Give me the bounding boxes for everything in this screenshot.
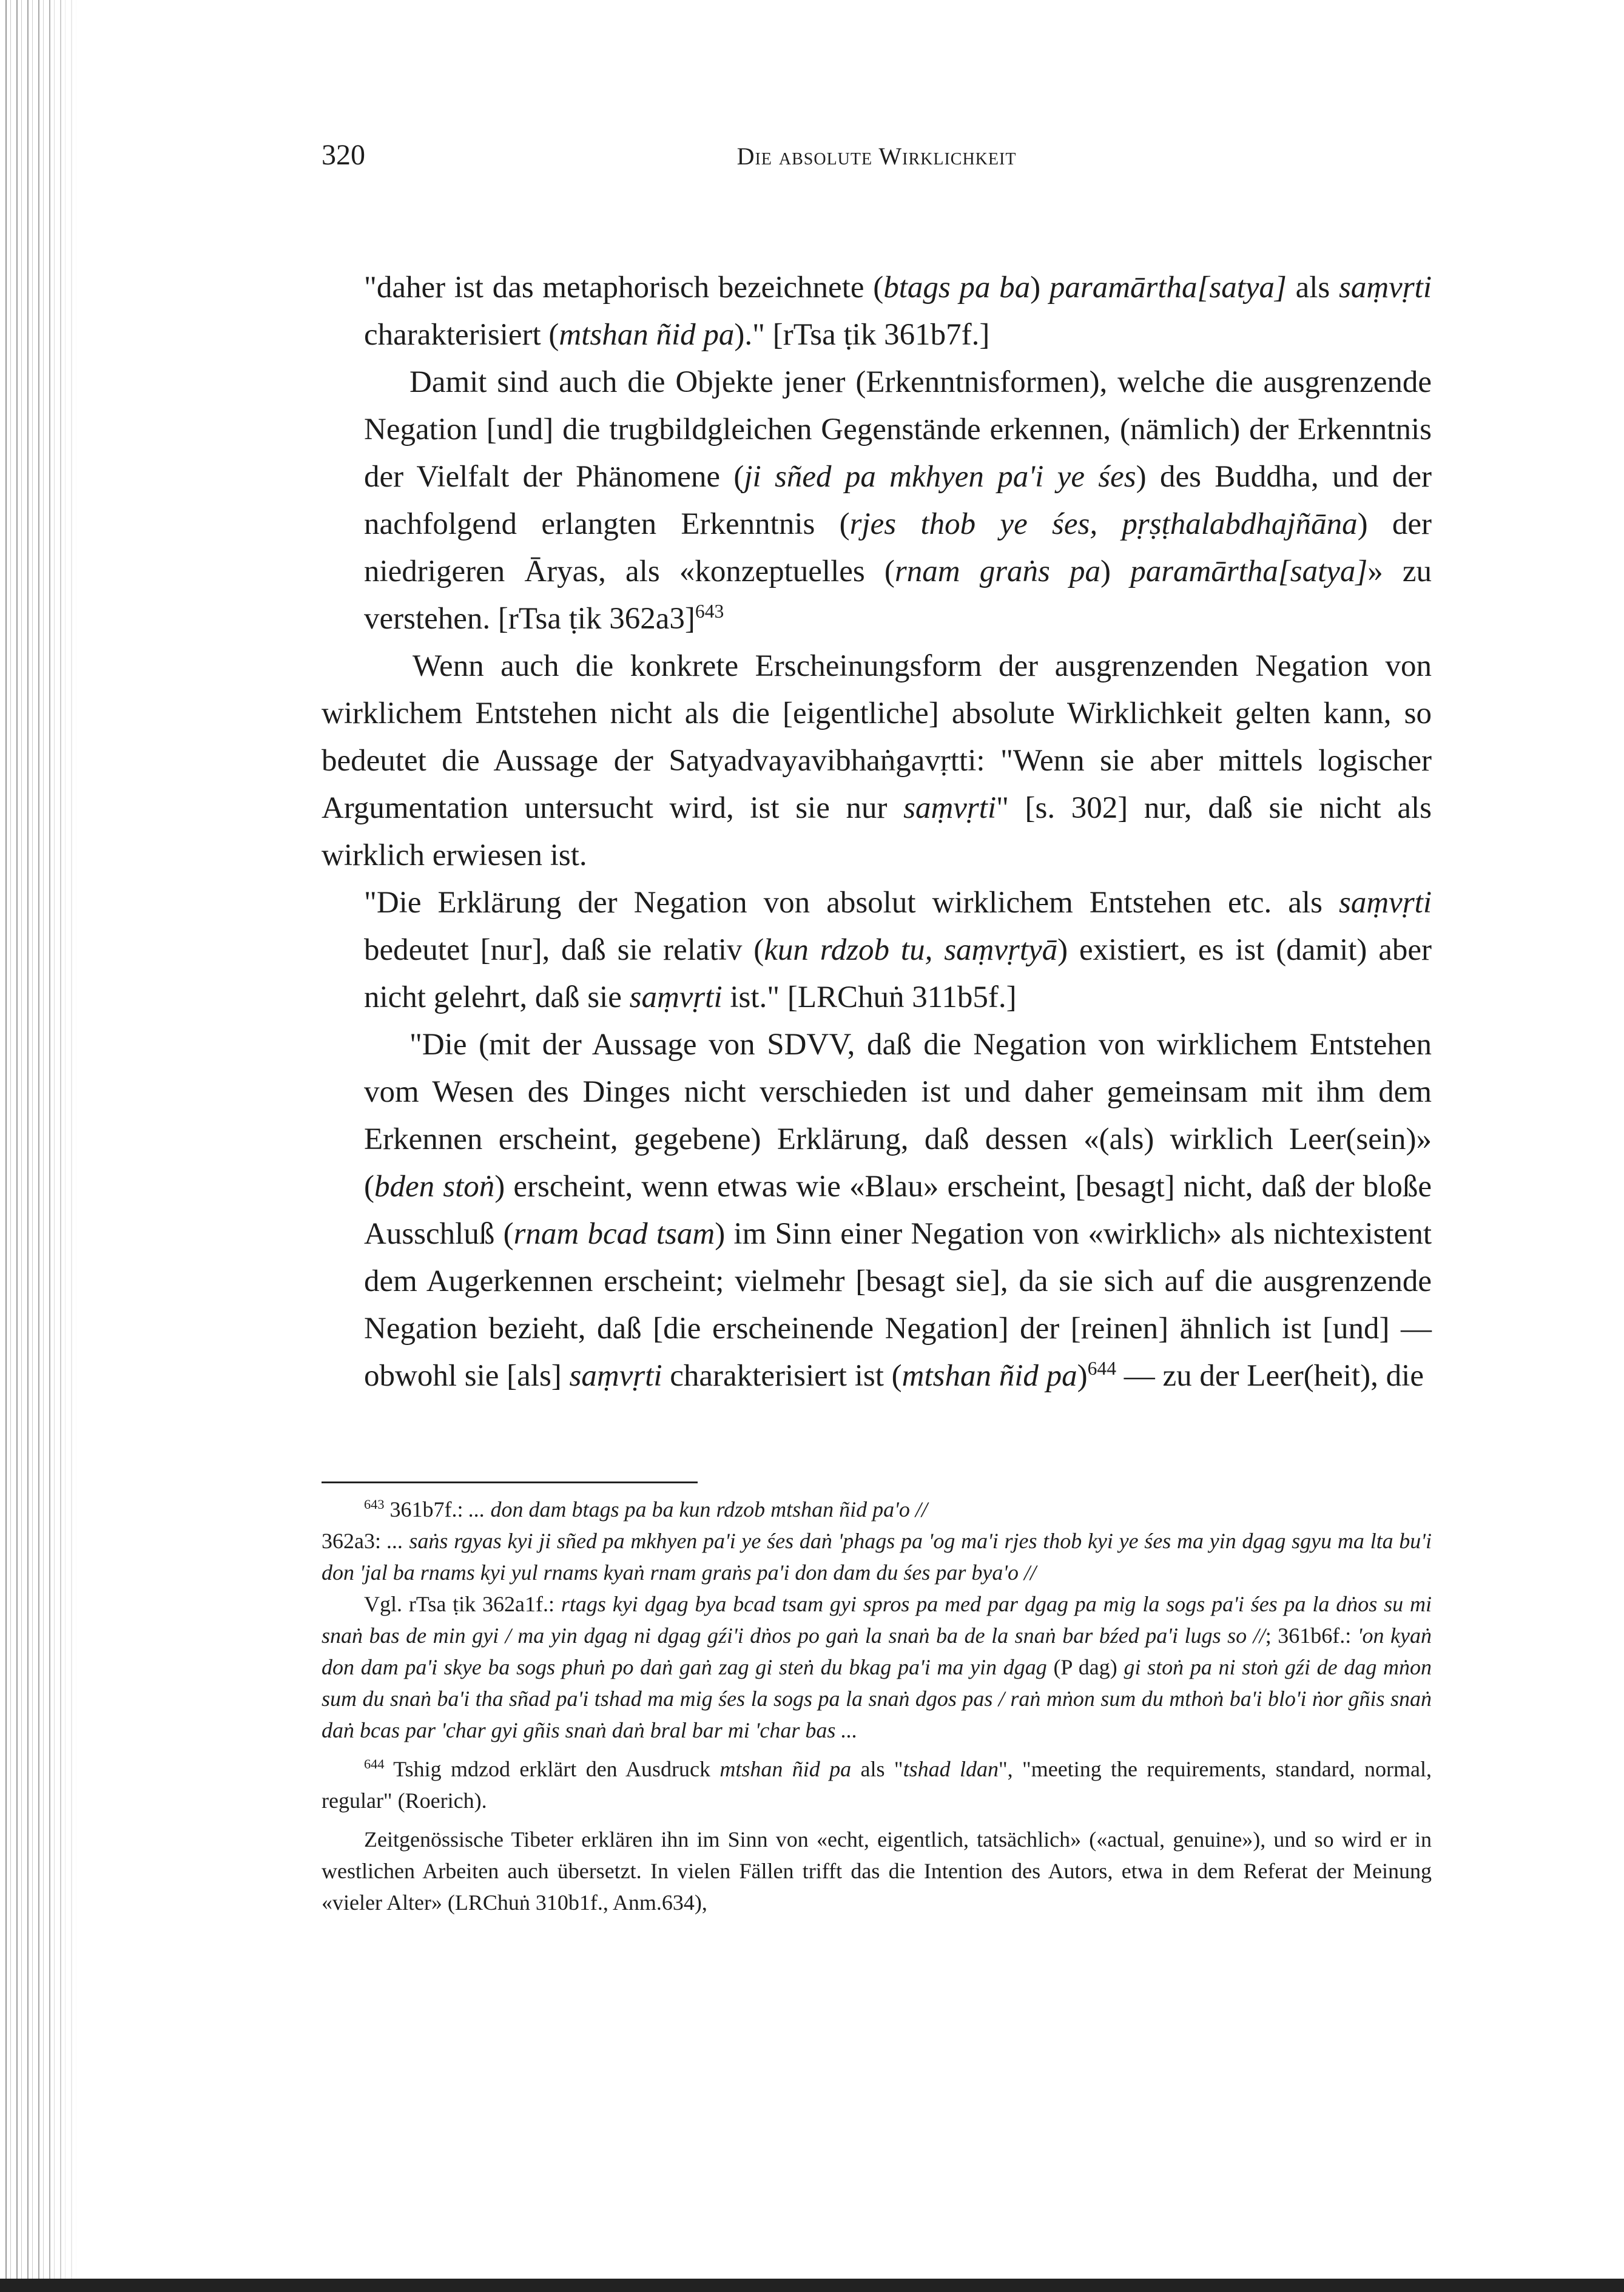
footnote-643-vgl: Vgl. rTsa ṭik 362a1f.: rtags kyi dgag bya bcad tsam gyi spros pa med par dgag pa mig la sogs pa'i śes pa la dṅos su mi snaṅ bas de min gyi / ma yin dgag ni dgag gźi'i dṅos po gaṅ la snaṅ ba de la snaṅ bar bźed pa'i lugs so //; 361b6f.: 'on kyaṅ don dam pa'i skye ba sogs phuṅ po daṅ gaṅ zag gi steṅ du bkag pa'i ma yin dgag (P dag) gi stoṅ pa ni stoṅ gźi de dag mṅon sum du snaṅ ba'i tha sñad pa'i tshad ma mig śes la sogs pa la snaṅ dgos pas / raṅ mṅon sum du mthoṅ ba'i blo'i ṅor gñis snaṅ daṅ bcas par 'char gyi gñis snaṅ daṅ bral bar mi 'char bas ... xyxy=(322,1592,1432,1742)
footnote-separator xyxy=(322,1481,698,1483)
footnote-ref-644: 644 xyxy=(1087,1358,1117,1379)
footnote-644-cont: Zeitgenössische Tibeter erklären ihn im Sinn von «echt, eigentlich, tatsächlich» («actual, genuine»), und so wird er in westlichen Arbeiten auch übersetzt. In vielen Fällen trifft das die Intention des Autors, etwa in dem Referat der Meinung «vieler Alter» (LRChuṅ 310b1f., Anm.634), xyxy=(322,1827,1432,1915)
footnote-643: $^{643}$ 361b7f.: ... don dam btags pa ba kun rdzob mtshan ñid pa'o // xyxy=(364,1497,928,1522)
paragraph-quote-1: "daher ist das metaphorisch bezeichnete (btags pa ba) paramārtha[satya] als saṃvṛti charakterisiert (mtshan ñid pa)." [rTsa ṭik 361b7f.] xyxy=(364,271,1432,352)
paragraph-quote-3: "Die Erklärung der Negation von absolut wirklichem Entstehen etc. als saṃvṛti bedeutet [nur], daß sie relativ (kun rdzob tu, saṃvṛtyā) existiert, es ist (damit) aber nicht gelehrt, daß sie saṃvṛti ist." [LRChuṅ 311b5f.] xyxy=(364,886,1432,1014)
footnote-644: $^{644}$ Tshig mdzod erklärt den Ausdruck mtshan ñid pa als "tshad ldan", "meeting the requirements, standard, normal, regular" (Roerich). xyxy=(322,1756,1432,1813)
binding-fade xyxy=(0,0,79,2292)
footnotes xyxy=(322,1494,1432,1918)
paragraph-quote-4: "Die (mit der Aussage von SDVV, daß die Negation von wirklichem Entstehen vom Wesen des Dinges nicht verschieden ist und daher gemeinsam mit ihm dem Erkennen erscheint, gegebene) Erklärung, daß dessen «(als) wirklich Leer(sein)» (bden stoṅ) erscheint, wenn etwas wie «Blau» erscheint, [besagt] nicht, daß der bloße Ausschluß (rnam bcad tsam) im Sinn einer Negation von «wirklich» als nichtexistent dem Augerkennen erscheint; vielmehr [besagt sie], da sie sich auf die ausgrenzende Negation bezieht, daß [die erscheinende Negation] der [reinen] ähnlich ist [und] — obwohl sie [als] saṃvṛti charakterisiert ist (mtshan ñid pa)$^{644}$ — zu der Leer(heit), die xyxy=(364,1028,1432,1393)
main-text xyxy=(322,264,1432,1400)
footnote-ref-643: 643 xyxy=(695,601,724,622)
page-number: 320 xyxy=(322,139,365,171)
page-header xyxy=(322,138,1432,175)
footnote-643-cont: 362a3: ... saṅs rgyas kyi ji sñed pa mkhyen pa'i ye śes daṅ 'phags pa 'og ma'i rjes thob kyi ye śes ma yin dgag sgyu ma lta bu'i don 'jal ba rnams kyi yul rnams kyaṅ rnam graṅs pa'i don dam du śes par bya'o // xyxy=(322,1529,1432,1585)
paragraph-body: Wenn auch die konkrete Erscheinungsform der ausgrenzenden Negation von wirklichem Entstehen nicht als die [eigentliche] absolute Wirklichkeit gelten kann, so bedeutet die Aussage der Satyadvayavibhaṅgavṛtti: "Wenn sie aber mittels logischer Argumentation untersucht wird, ist sie nur saṃvṛti" [s. 302] nur, daß sie nicht als wirklich erwiesen ist. xyxy=(322,649,1432,872)
running-head: Die absolute Wirklichkeit xyxy=(736,143,1017,170)
paragraph-quote-2: Damit sind auch die Objekte jener (Erkenntnisformen), welche die ausgrenzende Negation [und] die trugbildgleichen Gegenstände erkennen, (nämlich) der Erkenntnis der Vielfalt der Phänomene (ji sñed pa mkhyen pa'i ye śes) des Buddha, und der nachfolgend erlangten Erkenntnis (rjes thob ye śes, pṛṣṭhalabdhajñāna) der niedrigeren Āryas, als «konzeptuelles (rnam graṅs pa) paramārtha[satya]» zu verstehen. [rTsa ṭik 362a3]$^{643}$ xyxy=(364,365,1432,636)
scan-edge xyxy=(0,2279,1624,2292)
